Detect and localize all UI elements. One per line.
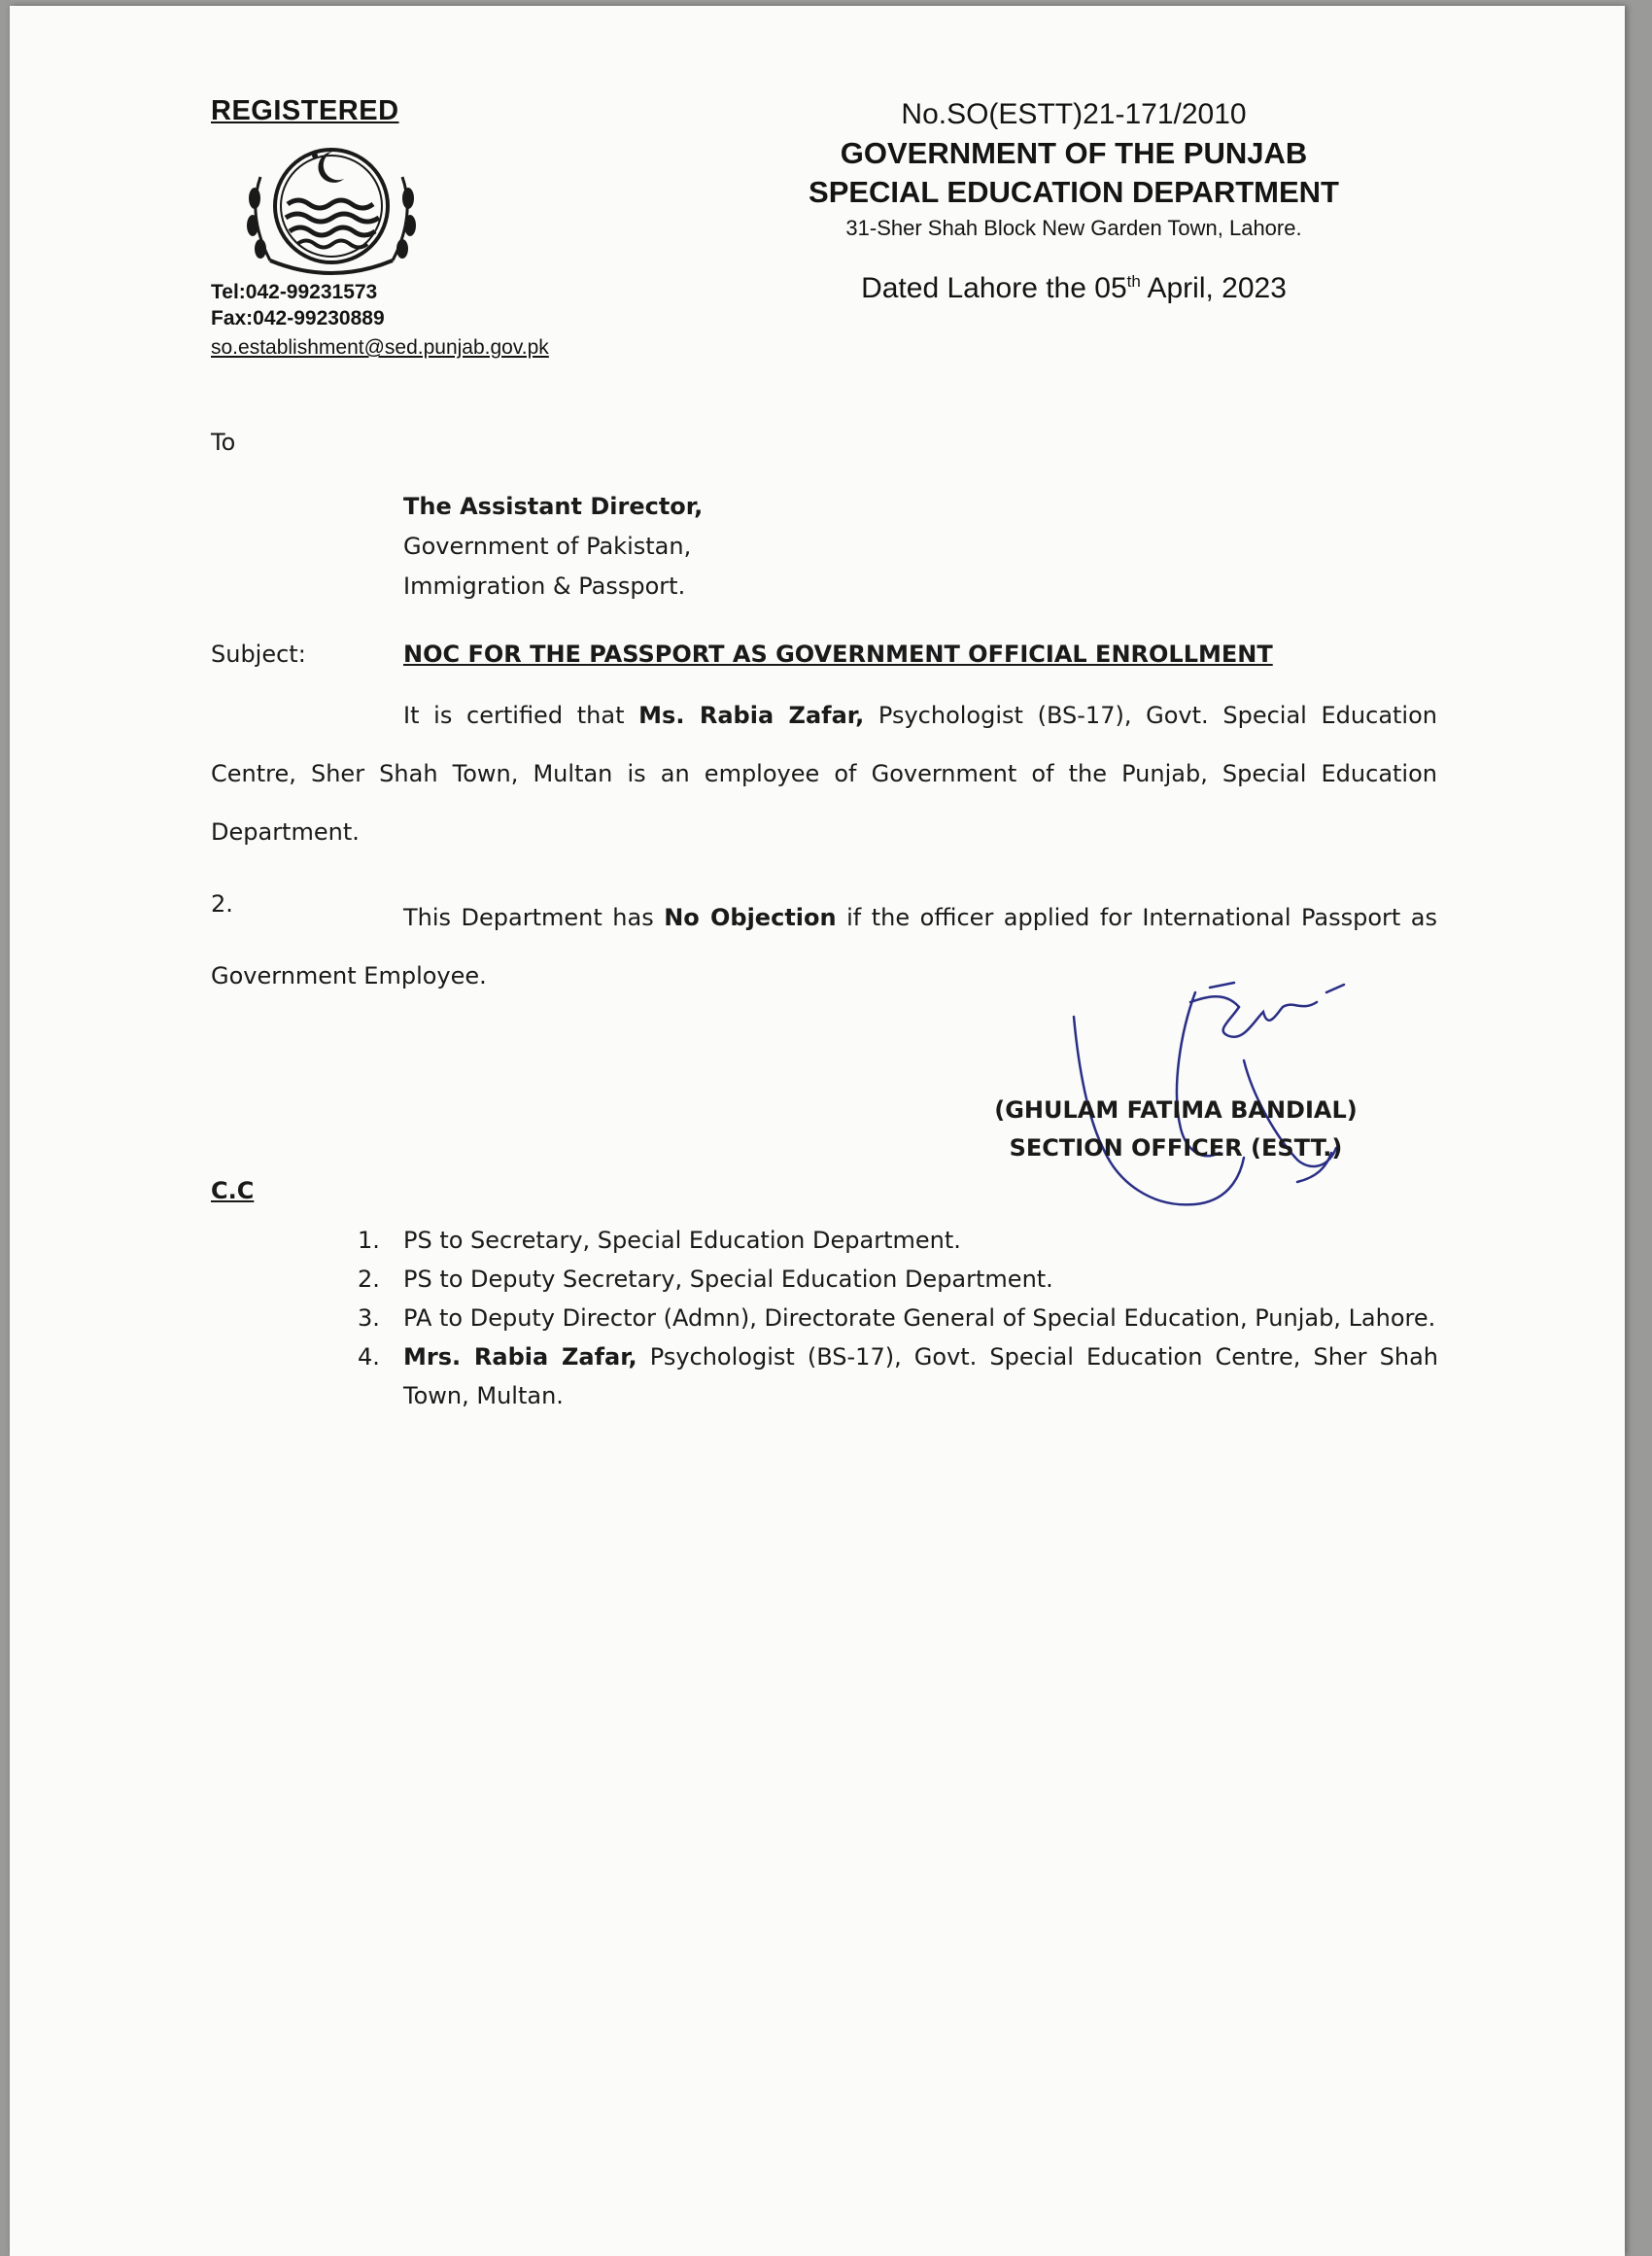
letter-date: Dated Lahore the 05th April, 2023 [861,272,1287,304]
recipient-address [403,487,703,607]
cc-list [350,1221,1438,1415]
signatory-title: SECTION OFFICER (ESTT.) [1009,1134,1343,1162]
subject-text: NOC FOR THE PASSPORT AS GOVERNMENT OFFICIAL ENROLLMENT [403,641,1273,668]
recipient-line: Government of Pakistan, [403,533,692,560]
email-link[interactable]: so.establishment@sed.punjab.gov.pk [211,336,549,359]
subject-label: Subject: [211,641,306,668]
registered-label: REGISTERED [211,95,399,126]
recipient-line: Immigration & Passport. [403,573,686,600]
to-label: To [211,429,236,456]
document-page [10,6,1625,2256]
cc-item: 3. PA to Deputy Director (Admn), Directorate General of Special Education, Punjab, Lahore. [358,1304,1436,1332]
paragraph-2-number: 2. [211,890,233,918]
cc-item: 2. PS to Deputy Secretary, Special Education Department. [358,1266,1053,1293]
cc-label: C.C [211,1177,255,1204]
paragraph-1: It is certified that Ms. Rabia Zafar, Psychologist (BS-17), Govt. Special Education Centre, Sher Shah Town, Multan is an employee of Government of the Punjab, Special Education Department. [211,702,1437,846]
punjab-seal-icon [231,138,430,284]
paragraph-2: This Department has No Objection if the officer applied for International Passport as Government Employee. [211,904,1438,989]
department-heading: SPECIAL EDUCATION DEPARTMENT [809,175,1339,209]
telephone-number: Tel:042-99231573 [211,281,378,303]
department-address: 31-Sher Shah Block New Garden Town, Lahore. [845,216,1302,240]
handwritten-signature [1035,954,1385,1235]
cc-item: 1. PS to Secretary, Special Education Department. [358,1227,961,1254]
signatory-name: (GHULAM FATIMA BANDIAL) [994,1096,1358,1124]
government-heading: GOVERNMENT OF THE PUNJAB [840,136,1308,170]
recipient-title: The Assistant Director, [403,493,704,520]
fax-number: Fax:042-99230889 [211,307,385,330]
cc-item: 4. Mrs. Rabia Zafar, Psychologist (BS-17), Govt. Special Education Centre, Sher Shah Town, Multan. [358,1343,1438,1409]
reference-number: No.SO(ESTT)21-171/2010 [901,98,1247,130]
